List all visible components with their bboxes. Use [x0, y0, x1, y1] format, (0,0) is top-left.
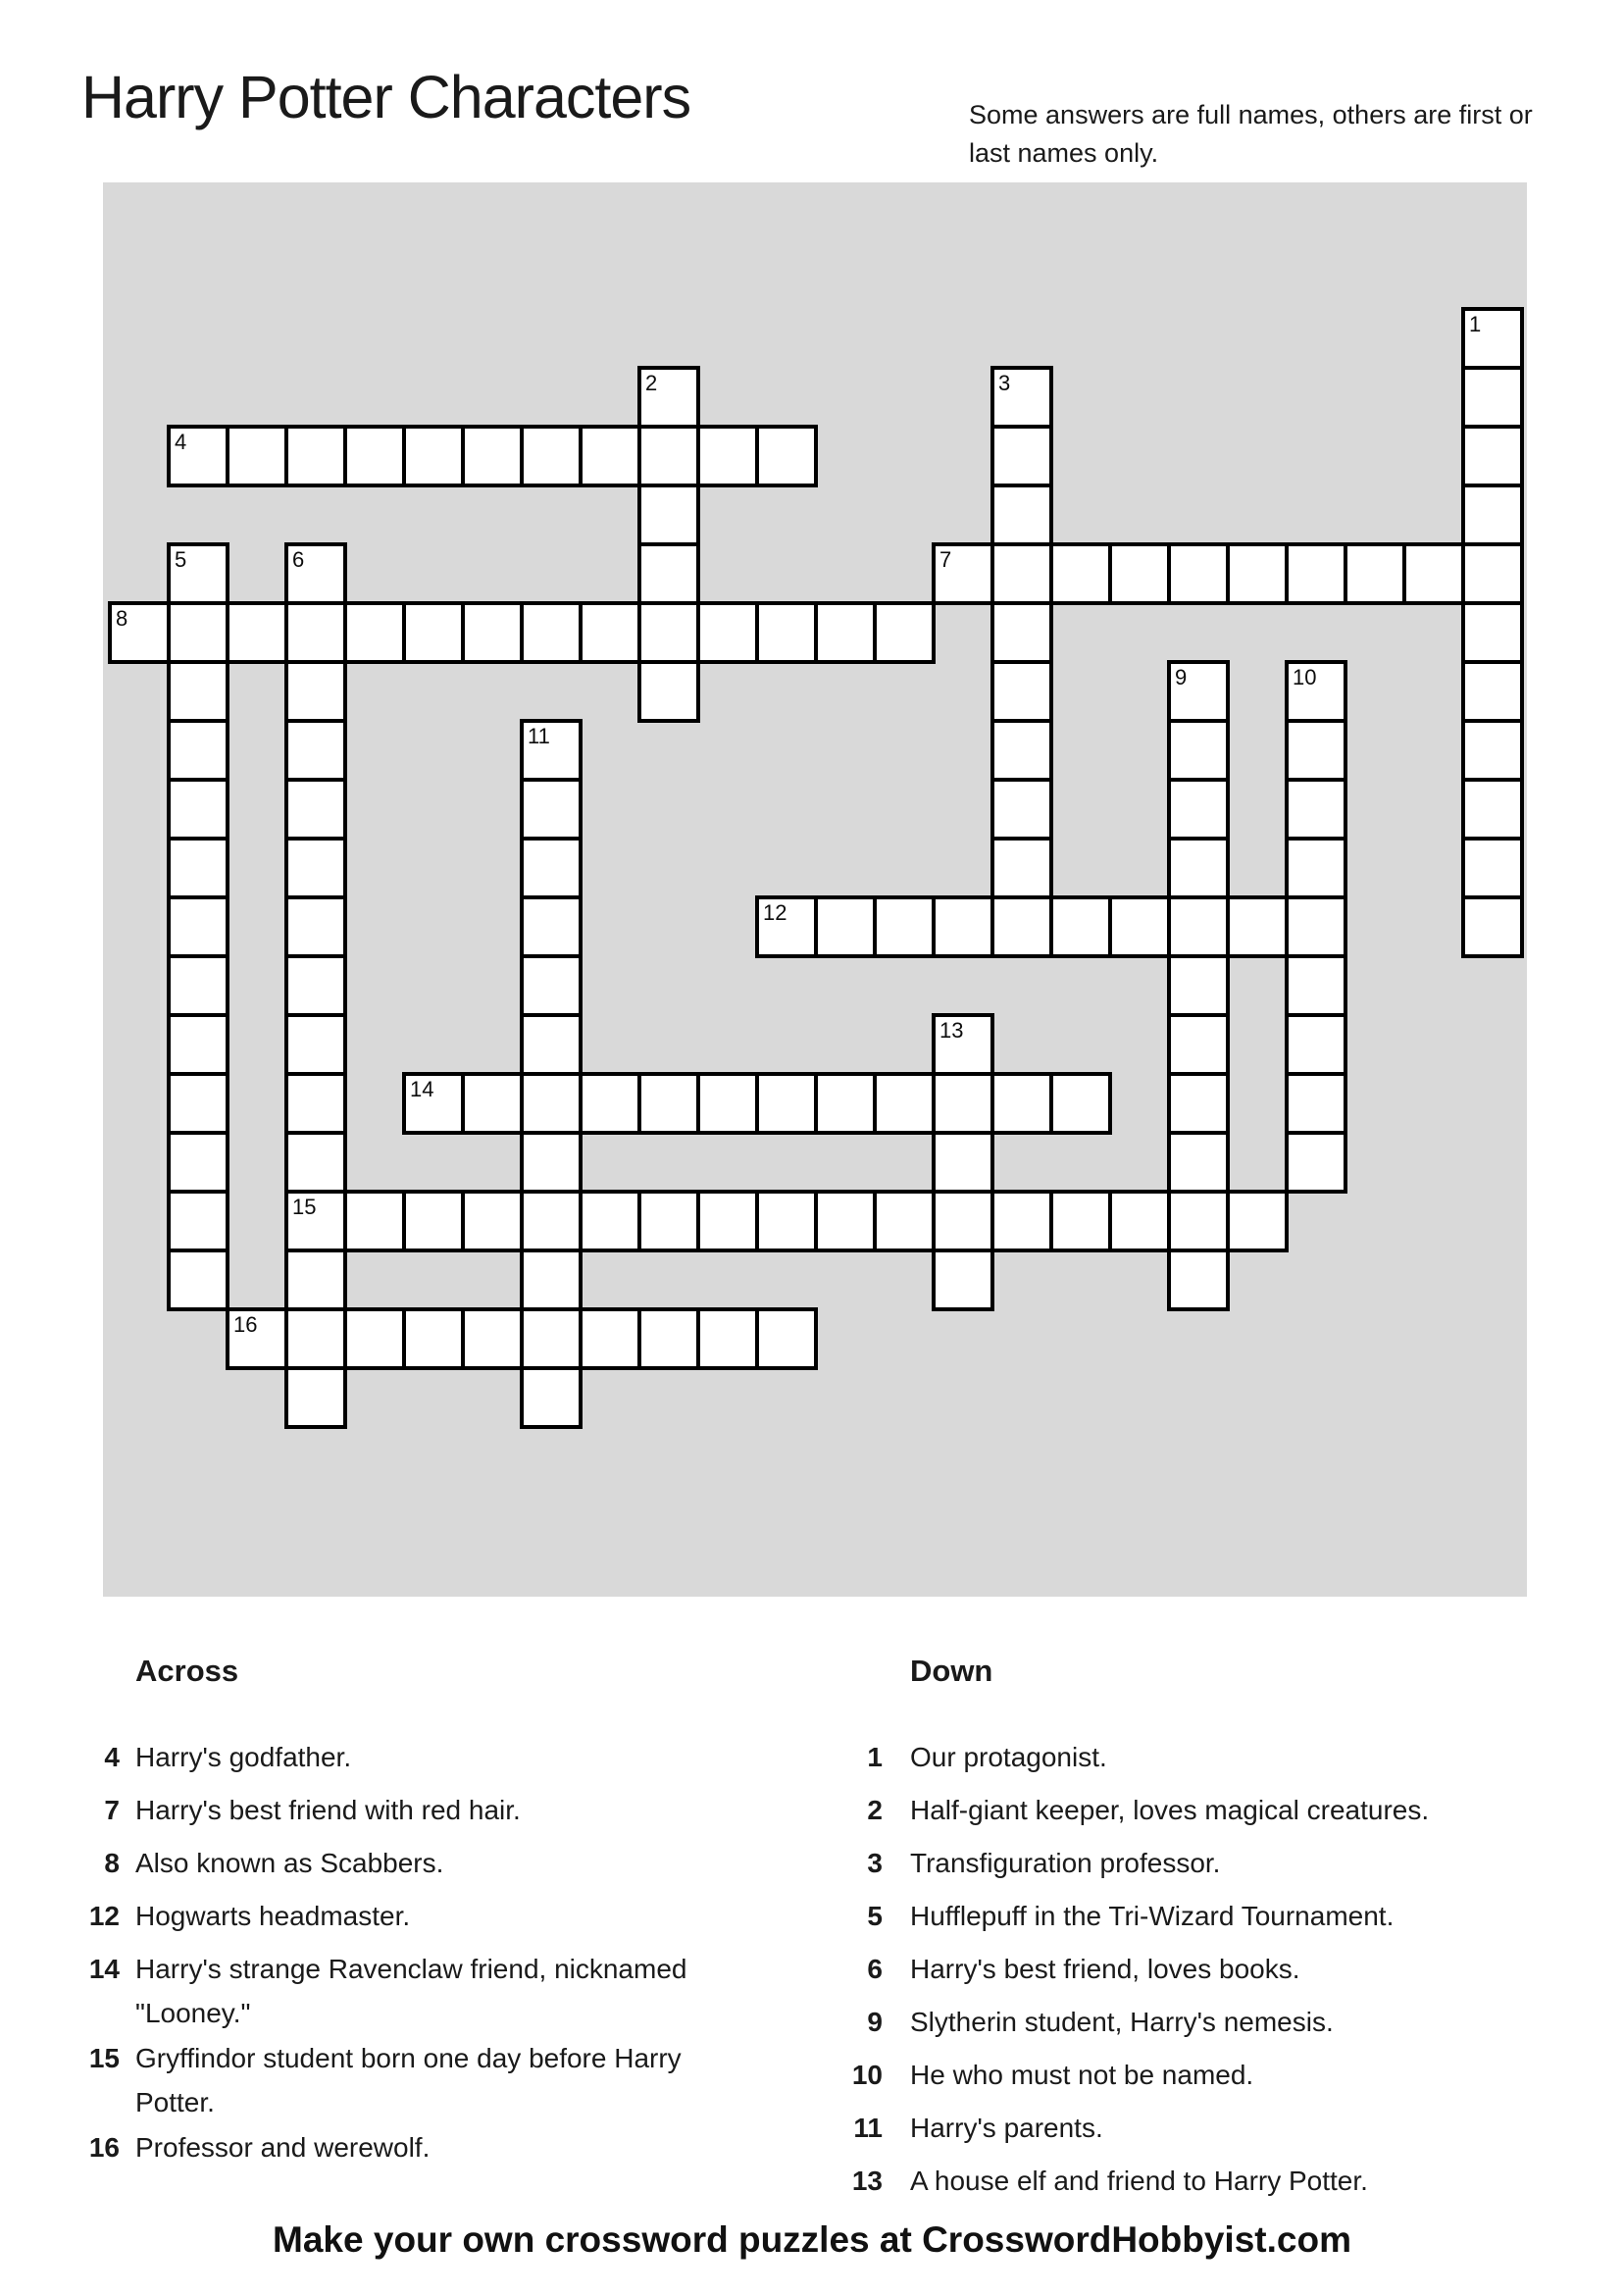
- clue-line: He who must not be named.: [910, 2060, 1254, 2090]
- clue-line: Hogwarts headmaster.: [135, 1901, 411, 1931]
- page-title: Harry Potter Characters: [81, 64, 691, 130]
- down-clue-number: 9: [867, 2007, 883, 2037]
- clue-line: Half-giant keeper, loves magical creatures.: [910, 1795, 1430, 1825]
- clue-line: Our protagonist.: [910, 1742, 1107, 1772]
- across-clue-text: [135, 1894, 410, 1938]
- down-clue-text: [910, 2053, 1253, 2097]
- cell-number: 7: [939, 547, 952, 572]
- across-clue-text: [135, 1841, 443, 1885]
- down-clue-text: [910, 1947, 1300, 1991]
- across-clue-text: [135, 1947, 686, 2035]
- cell-number: 6: [292, 547, 305, 572]
- cell-number: 9: [1175, 665, 1188, 689]
- down-clue-number: 6: [867, 1954, 883, 1984]
- down-clue-number: 13: [851, 2166, 883, 2196]
- across-clue-number: 14: [88, 1954, 120, 1984]
- cell-number: 10: [1293, 665, 1317, 689]
- across-clue-text: [135, 2036, 682, 2124]
- cell-number: 16: [233, 1312, 258, 1337]
- down-clue-text: [910, 2159, 1368, 2203]
- clue-line: Harry's godfather.: [135, 1742, 352, 1772]
- down-header: Down: [910, 1654, 993, 1688]
- across-clue-number: 16: [88, 2132, 120, 2163]
- across-clue-text: [135, 1735, 351, 1779]
- down-clue-text: [910, 2106, 1103, 2150]
- down-clue-text: [910, 1894, 1394, 1938]
- cell-number: 4: [175, 430, 187, 454]
- footer-promo-text: Make your own crossword puzzles at CrosswordHobbyist.com: [273, 2219, 1351, 2260]
- clue-line: Hufflepuff in the Tri-Wizard Tournament.: [910, 1901, 1395, 1931]
- clue-line: Gryffindor student born one day before Harry: [135, 2043, 682, 2073]
- across-clue-text: [135, 1788, 521, 1832]
- clue-line: Transfiguration professor.: [910, 1848, 1221, 1878]
- cell-number: 14: [410, 1077, 434, 1101]
- across-clue-number: 4: [104, 1742, 120, 1772]
- cell-number: 1: [1469, 312, 1482, 336]
- cell-number: 15: [292, 1195, 317, 1219]
- down-clue-number: 5: [867, 1901, 883, 1931]
- cell-number: 12: [763, 900, 787, 925]
- down-clue-text: [910, 2000, 1334, 2044]
- cell-number: 8: [116, 606, 128, 631]
- across-header: Across: [135, 1654, 239, 1688]
- clue-line: Harry's best friend with red hair.: [135, 1795, 521, 1825]
- down-clue-number: 11: [853, 2113, 883, 2143]
- page-subtitle-line: last names only.: [969, 138, 1159, 168]
- clue-line: Professor and werewolf.: [135, 2132, 431, 2163]
- cell-number: 11: [528, 724, 550, 748]
- clue-line: A house elf and friend to Harry Potter.: [910, 2166, 1368, 2196]
- down-clue-number: 10: [851, 2060, 883, 2090]
- cell-number: 5: [175, 547, 187, 572]
- across-clue-number: 12: [88, 1901, 120, 1931]
- cell-number: 3: [998, 371, 1011, 395]
- clue-line: Slytherin student, Harry's nemesis.: [910, 2007, 1334, 2037]
- down-clue-number: 1: [867, 1742, 883, 1772]
- clue-line: Harry's parents.: [910, 2113, 1103, 2143]
- page-subtitle-line: Some answers are full names, others are first or: [969, 100, 1533, 129]
- down-clue-text: [910, 1788, 1429, 1832]
- cell-number: 13: [939, 1018, 964, 1043]
- down-clue-text: [910, 1735, 1107, 1779]
- across-clue-number: 7: [104, 1795, 120, 1825]
- down-clue-number: 2: [867, 1795, 883, 1825]
- clue-line: Also known as Scabbers.: [135, 1848, 444, 1878]
- clue-line: "Looney.": [135, 1998, 251, 2028]
- clue-line: Harry's best friend, loves books.: [910, 1954, 1300, 1984]
- across-clue-number: 8: [104, 1848, 120, 1878]
- cell-number: 2: [645, 371, 658, 395]
- across-clue-text: [135, 2125, 430, 2169]
- across-clue-number: 15: [88, 2043, 120, 2073]
- clue-line: Potter.: [135, 2087, 215, 2117]
- down-clue-number: 3: [867, 1848, 883, 1878]
- down-clue-text: [910, 1841, 1220, 1885]
- clue-line: Harry's strange Ravenclaw friend, nicknamed: [135, 1954, 687, 1984]
